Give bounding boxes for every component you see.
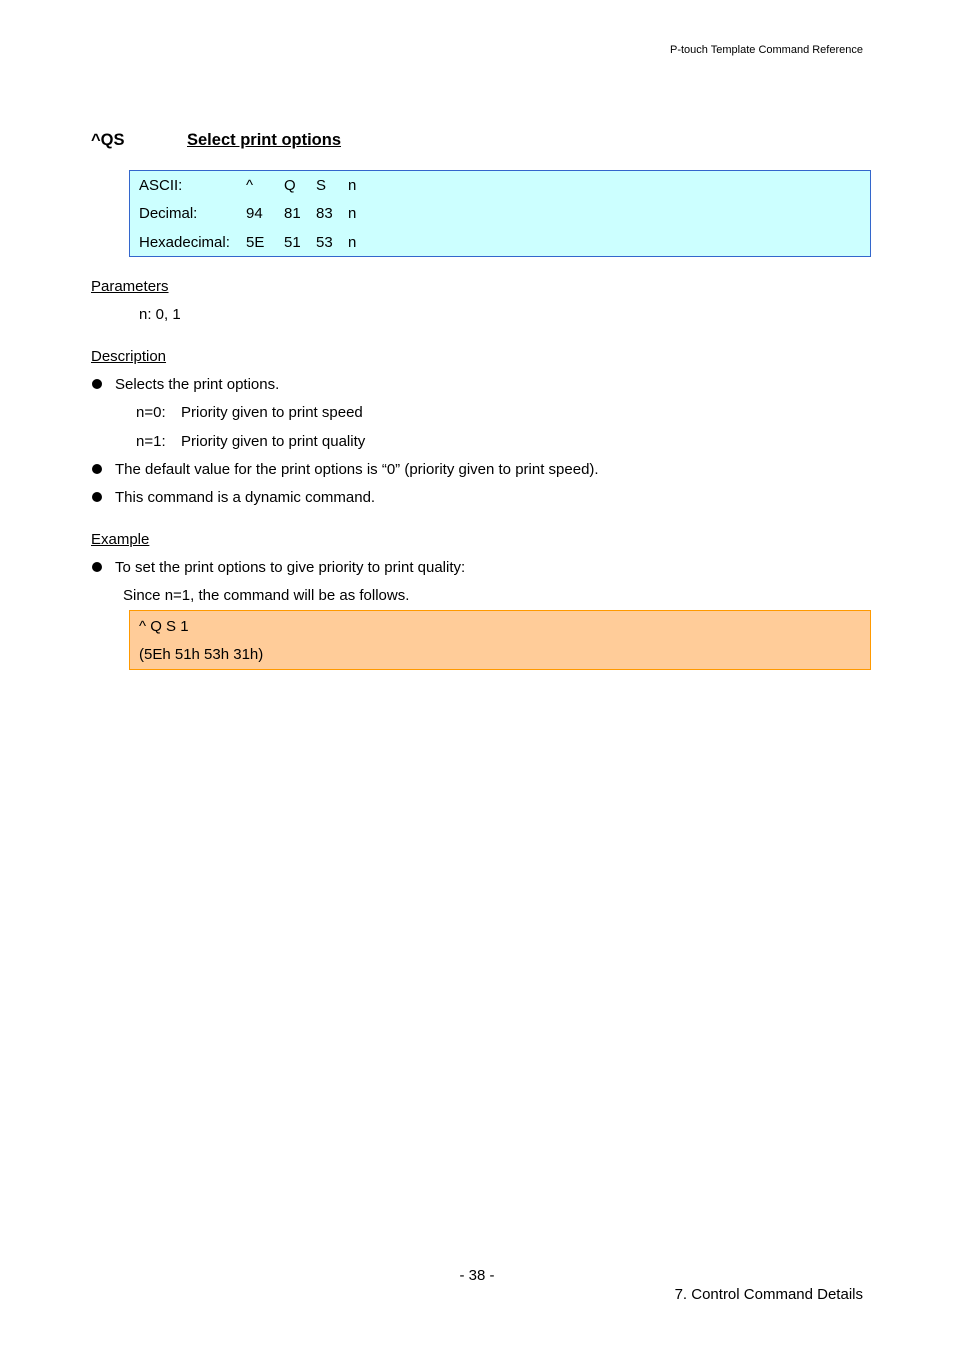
page-number: - 38 - [459, 1267, 495, 1284]
code-cell: 81 [284, 205, 301, 222]
bullet-icon [92, 492, 102, 502]
description-heading: Description [91, 348, 167, 365]
code-cell: Q [284, 177, 296, 194]
command-title: Select print options [187, 131, 342, 149]
command-code-table [129, 170, 871, 257]
option-value: Priority given to print speed [181, 404, 363, 421]
description-item-3: This command is a dynamic command. [115, 489, 376, 506]
bullet-icon [92, 464, 102, 474]
code-cell: 83 [316, 205, 333, 222]
command-heading [91, 131, 341, 150]
code-cell: 53 [316, 234, 333, 251]
bullet-icon [92, 562, 102, 572]
option-key: n=1: [136, 433, 166, 450]
code-row-label: ASCII: [139, 177, 183, 194]
option-key: n=0: [136, 404, 166, 421]
example-code-box [129, 610, 871, 670]
code-cell: n [348, 205, 357, 222]
footer-chapter: 7. Control Command Details [674, 1286, 863, 1303]
example-intro: Since n=1, the command will be as follows. [123, 587, 410, 604]
description-item-2: The default value for the print options is “0” (priority given to print speed). [115, 461, 599, 478]
code-cell: S [316, 177, 327, 194]
example-heading: Example [91, 531, 150, 548]
code-row-label: Decimal: [139, 205, 198, 222]
code-cell: n [348, 177, 357, 194]
code-cell: ^ [246, 177, 254, 194]
example-command-line: ^ Q S 1 [139, 618, 189, 635]
example-hex-line: (5Eh 51h 53h 31h) [139, 646, 264, 663]
code-cell: 51 [284, 234, 301, 251]
code-row-label: Hexadecimal: [139, 234, 230, 251]
parameters-heading: Parameters [91, 278, 169, 295]
code-cell: n [348, 234, 357, 251]
code-cell: 5E [246, 234, 265, 251]
parameters-text: n: 0, 1 [139, 306, 181, 323]
running-header: P-touch Template Command Reference [669, 44, 863, 56]
code-cell: 94 [246, 205, 263, 222]
description-item-1: Selects the print options. [115, 376, 280, 393]
option-value: Priority given to print quality [181, 433, 366, 450]
bullet-icon [92, 379, 102, 389]
command-code: ^QS [91, 131, 125, 149]
example-item: To set the print options to give priority to print quality: [115, 559, 466, 576]
